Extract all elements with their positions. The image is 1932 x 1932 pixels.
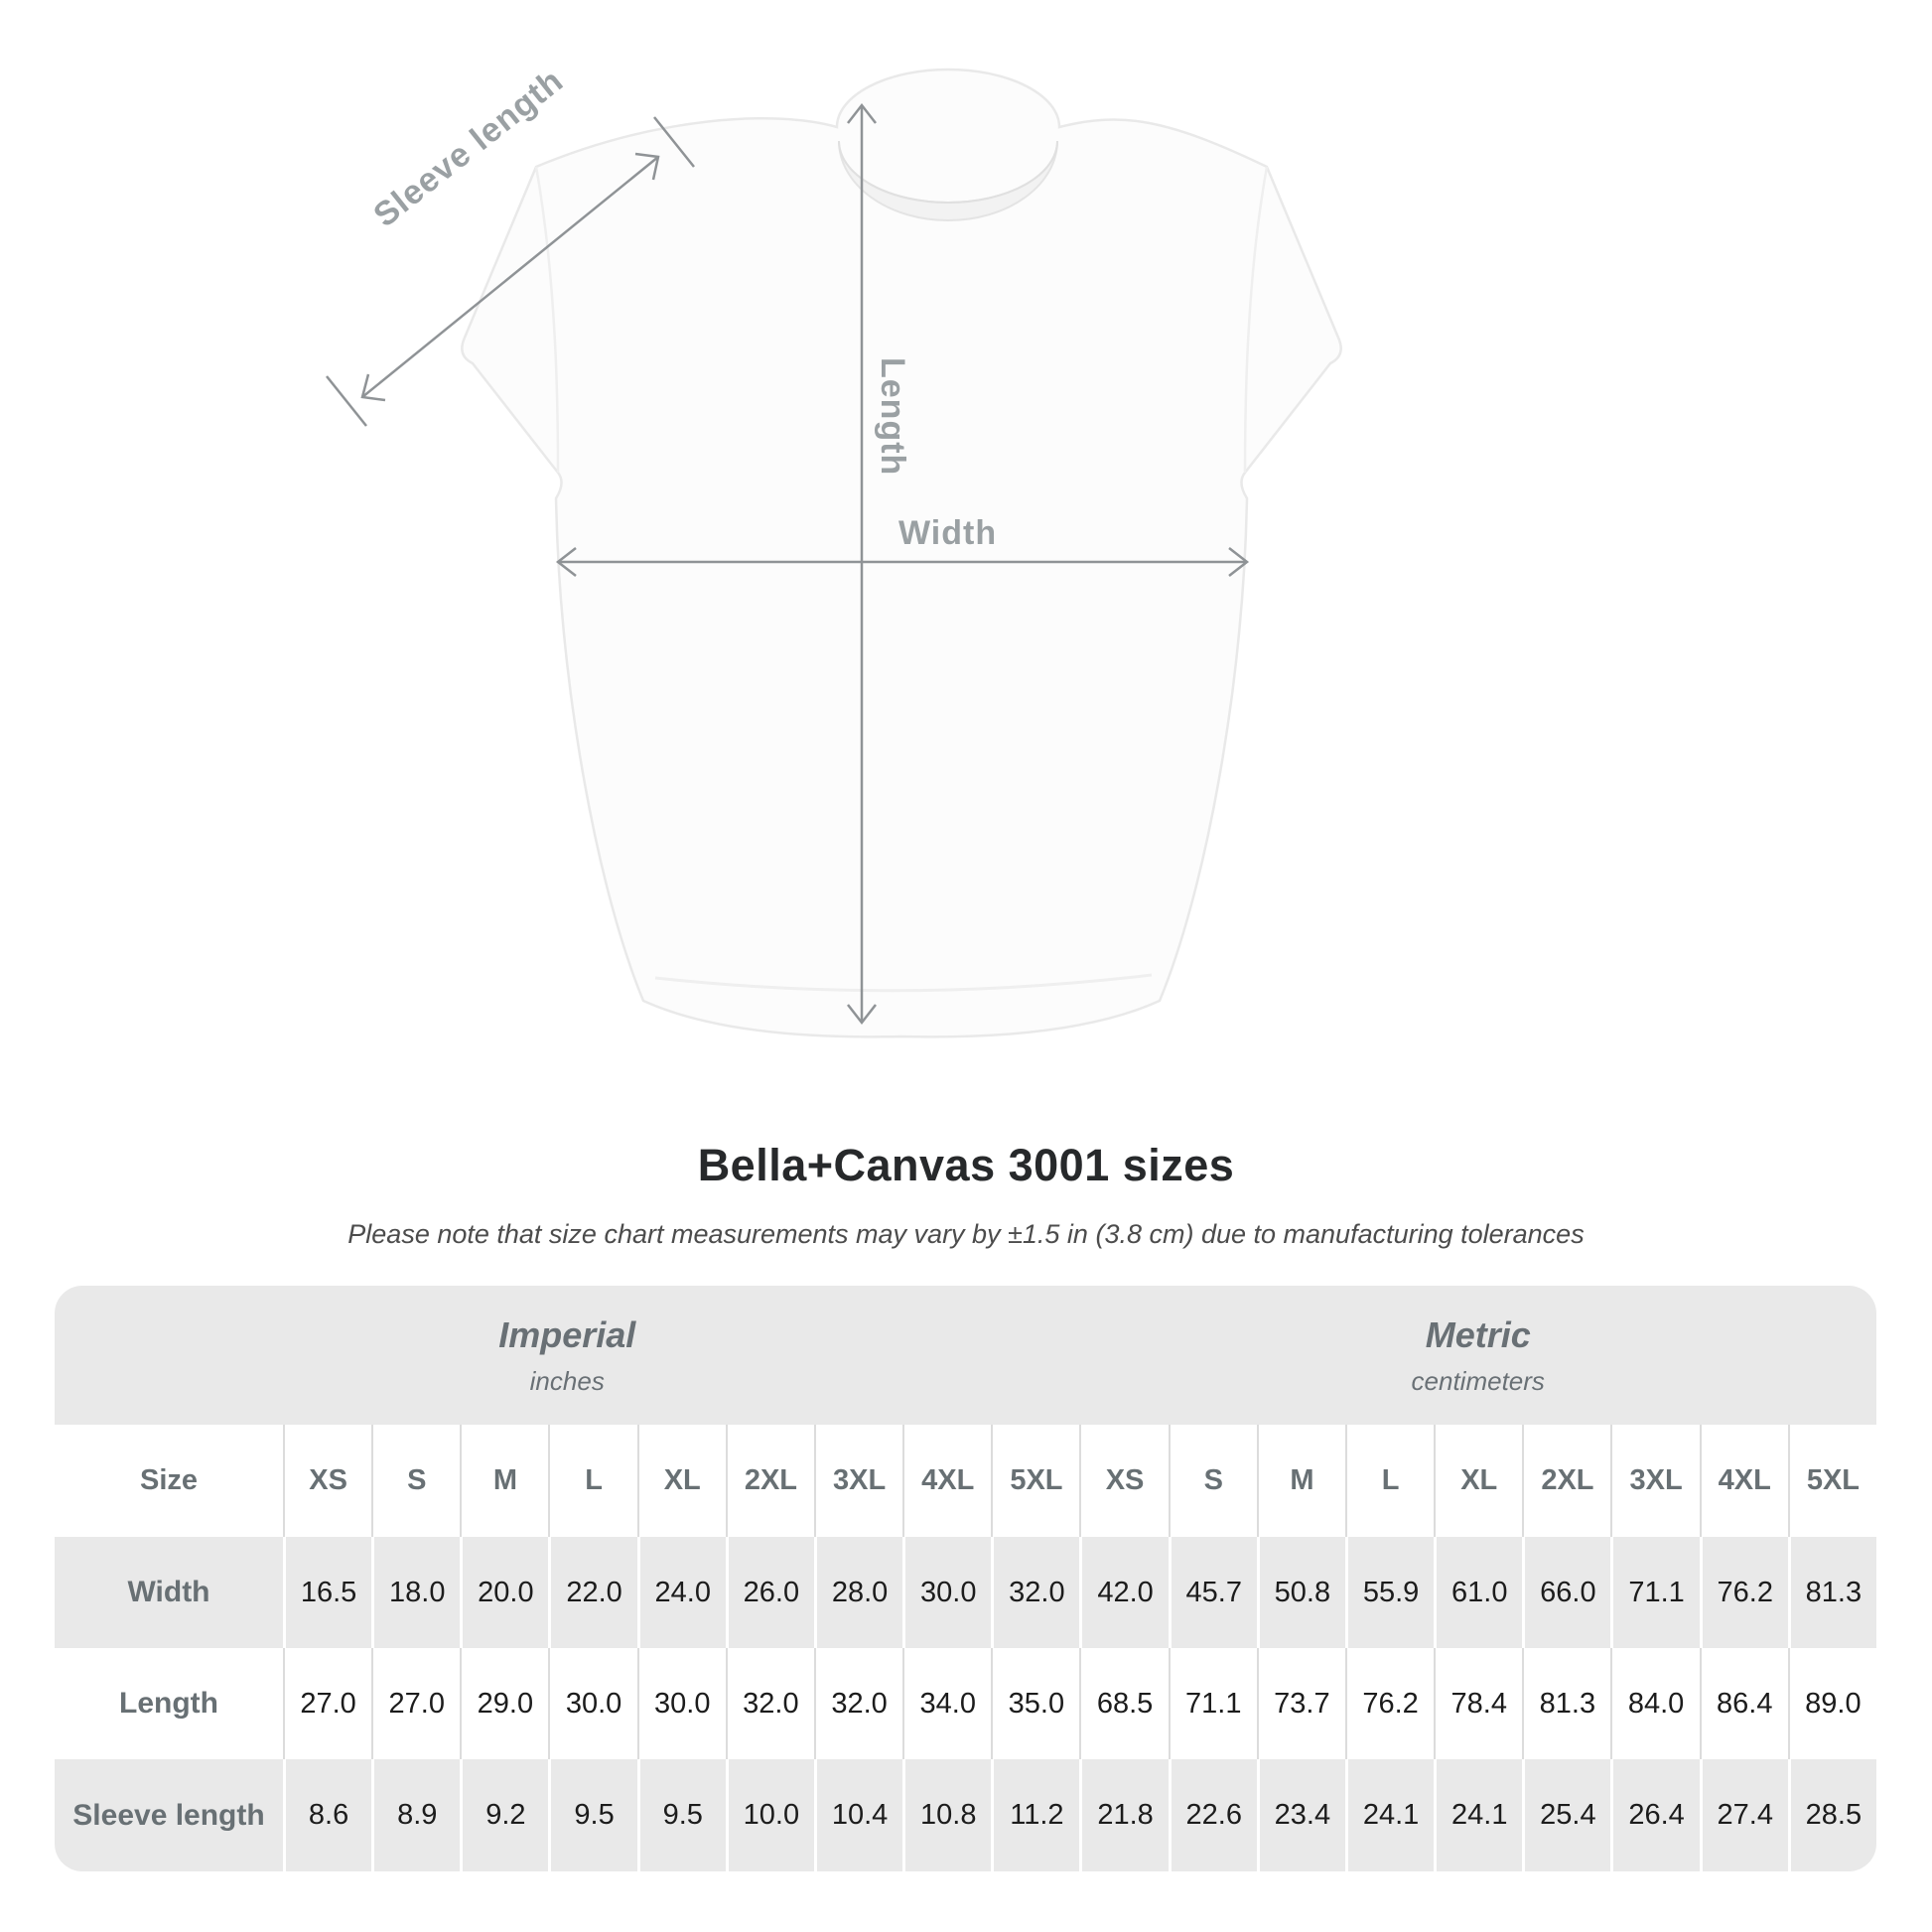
sleeve-length-label: Sleeve length [366,61,571,235]
tshirt-silhouette [462,69,1340,1036]
measurement-value: 20.0 [460,1537,548,1648]
measurement-value: 27.4 [1700,1759,1788,1871]
size-column-header: S [371,1425,460,1537]
measurement-value: 8.6 [283,1759,371,1871]
size-column-header: 4XL [902,1425,991,1537]
size-column-header: L [548,1425,636,1537]
measurement-value: 9.2 [460,1759,548,1871]
measurement-value: 27.0 [371,1648,460,1759]
measurement-value: 9.5 [548,1759,636,1871]
row-label: Sleeve length [55,1759,283,1871]
measurement-value: 71.1 [1169,1648,1257,1759]
imperial-label: Imperial [498,1313,636,1355]
measurement-value: 24.1 [1345,1759,1434,1871]
measurement-value: 86.4 [1700,1648,1788,1759]
measurement-value: 27.0 [283,1648,371,1759]
measurement-value: 76.2 [1700,1537,1788,1648]
length-label: Length [874,357,911,477]
measurement-value: 28.0 [814,1537,902,1648]
measurement-value: 26.0 [726,1537,814,1648]
measurement-value: 34.0 [902,1648,991,1759]
measurement-value: 25.4 [1522,1759,1610,1871]
size-column-header: 2XL [1522,1425,1610,1537]
size-column-header: M [1257,1425,1345,1537]
measurement-value: 24.1 [1434,1759,1522,1871]
measurement-value: 32.0 [726,1648,814,1759]
measurement-value: 89.0 [1788,1648,1876,1759]
size-column-header: 2XL [726,1425,814,1537]
size-column-header: 5XL [1788,1425,1876,1537]
measurement-value: 81.3 [1522,1648,1610,1759]
metric-label: Metric [1425,1313,1531,1355]
measurement-value: 42.0 [1079,1537,1168,1648]
size-column-header: 3XL [1610,1425,1699,1537]
measurement-value: 11.2 [991,1759,1079,1871]
measurement-value: 81.3 [1788,1537,1876,1648]
measurement-value: 22.6 [1169,1759,1257,1871]
measurement-value: 24.0 [637,1537,726,1648]
measurement-value: 28.5 [1788,1759,1876,1871]
measurement-value: 16.5 [283,1537,371,1648]
size-column-header: 4XL [1700,1425,1788,1537]
measurement-value: 10.0 [726,1759,814,1871]
measurement-value: 10.8 [902,1759,991,1871]
measurement-value: 45.7 [1169,1537,1257,1648]
size-column-header: XL [637,1425,726,1537]
size-column-header: XS [283,1425,371,1537]
page-title: Bella+Canvas 3001 sizes [697,1140,1235,1190]
measurement-value: 78.4 [1434,1648,1522,1759]
size-header-cell: Size [55,1425,283,1537]
measurement-value: 22.0 [548,1537,636,1648]
measurement-value: 26.4 [1610,1759,1699,1871]
size-column-header: XL [1434,1425,1522,1537]
measurement-value: 71.1 [1610,1537,1699,1648]
size-column-header: S [1169,1425,1257,1537]
measurement-value: 30.0 [548,1648,636,1759]
measurement-value: 30.0 [902,1537,991,1648]
measurement-value: 84.0 [1610,1648,1699,1759]
measurement-value: 68.5 [1079,1648,1168,1759]
size-column-header: 3XL [814,1425,902,1537]
measurement-value: 35.0 [991,1648,1079,1759]
measurement-value: 76.2 [1345,1648,1434,1759]
measurement-value: 21.8 [1079,1759,1168,1871]
row-label: Width [55,1537,283,1648]
measurement-value: 30.0 [637,1648,726,1759]
measurement-value: 32.0 [814,1648,902,1759]
width-label: Width [898,514,998,552]
size-column-header: XS [1079,1425,1168,1537]
measurement-value: 18.0 [371,1537,460,1648]
size-column-header: L [1345,1425,1434,1537]
size-column-header: 5XL [991,1425,1079,1537]
measurement-value: 66.0 [1522,1537,1610,1648]
measurement-value: 8.9 [371,1759,460,1871]
row-label: Length [55,1648,283,1759]
measurement-value: 55.9 [1345,1537,1434,1648]
measurement-value: 9.5 [637,1759,726,1871]
measurement-value: 73.7 [1257,1648,1345,1759]
measurement-value: 29.0 [460,1648,548,1759]
metric-unit: centimeters [1411,1365,1545,1396]
tolerance-note: Please note that size chart measurements may vary by ±1.5 in (3.8 cm) due to manufacturing tolerances [347,1219,1585,1249]
imperial-group-header [55,1286,1079,1425]
measurement-value: 50.8 [1257,1537,1345,1648]
imperial-unit: inches [529,1365,605,1396]
metric-group-header [1079,1286,1876,1425]
measurement-value: 10.4 [814,1759,902,1871]
measurement-value: 23.4 [1257,1759,1345,1871]
size-column-header: M [460,1425,548,1537]
size-table [55,1286,1876,1871]
measurement-value: 61.0 [1434,1537,1522,1648]
measurement-value: 32.0 [991,1537,1079,1648]
